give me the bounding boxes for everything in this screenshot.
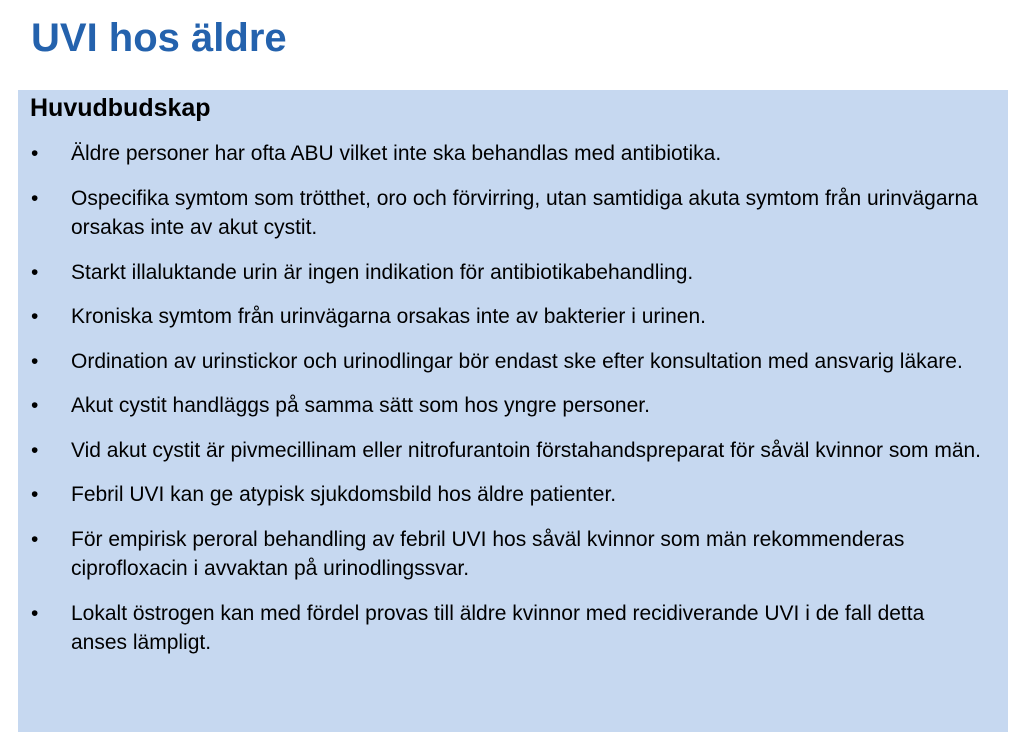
- list-item-text: Ospecifika symtom som trötthet, oro och förvirring, utan samtidiga akuta symtom från urinvägarna orsakas inte av akut cystit.: [71, 186, 978, 239]
- key-messages-list: [30, 139, 996, 658]
- bullet-icon: •: [31, 601, 39, 625]
- bullet-icon: •: [31, 438, 39, 462]
- bullet-icon: •: [31, 305, 39, 328]
- list-item-text: Äldre personer har ofta ABU vilket inte ska behandlas med antibiotika.: [71, 142, 722, 165]
- key-messages-box: [18, 90, 1008, 732]
- bullet-icon: •: [31, 260, 39, 284]
- list-item-text: Febril UVI kan ge atypisk sjukdomsbild hos äldre patienter.: [71, 483, 617, 506]
- list-item-text: Starkt illaluktande urin är ingen indikation för antibiotikabehandling.: [71, 260, 694, 284]
- list-item: [30, 436, 996, 466]
- list-item-text: Akut cystit handläggs på samma sätt som hos yngre personer.: [71, 394, 650, 417]
- bullet-icon: •: [31, 142, 39, 165]
- bullet-icon: •: [31, 394, 39, 417]
- list-item-text: Vid akut cystit är pivmecillinam eller nitrofurantoin förstahandspreparat för såväl kvinnor som män.: [71, 438, 982, 462]
- list-item: [30, 347, 996, 377]
- list-item-text: Lokalt östrogen kan med fördel provas till äldre kvinnor med recidiverande UVI i de fall detta anses lämpligt.: [71, 601, 925, 654]
- list-item: [30, 480, 996, 510]
- list-item-text: För empirisk peroral behandling av febril UVI hos såväl kvinnor som män rekommenderas ciprofloxacin i avvaktan på urinodlingssvar.: [71, 527, 905, 580]
- bullet-icon: •: [31, 186, 39, 210]
- list-item-text: Kroniska symtom från urinvägarna orsakas inte av bakterier i urinen.: [71, 305, 706, 328]
- list-item: [30, 525, 996, 584]
- list-item: [30, 184, 996, 243]
- list-item: [30, 139, 996, 169]
- page-title: UVI hos äldre: [31, 16, 287, 60]
- list-item: [30, 599, 996, 658]
- bullet-icon: •: [31, 527, 39, 551]
- box-heading: Huvudbudskap: [30, 94, 211, 122]
- bullet-icon: •: [31, 483, 39, 506]
- list-item-text: Ordination av urinstickor och urinodlingar bör endast ske efter konsultation med ansvarig läkare.: [71, 349, 963, 373]
- list-item: [30, 391, 996, 421]
- bullet-icon: •: [31, 349, 39, 373]
- list-item: [30, 302, 996, 332]
- list-item: [30, 258, 996, 288]
